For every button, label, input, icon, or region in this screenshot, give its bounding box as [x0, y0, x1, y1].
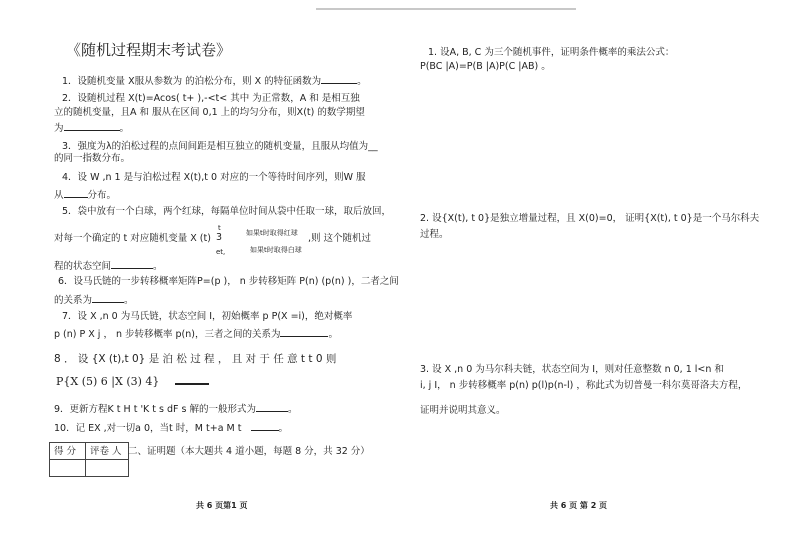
proof-3-line2: i, j I， n 步转移概率 p(n) p(l)p(n-l) ，称此式为切普曼一科尔莫哥洛夫方程， [420, 380, 748, 391]
score-table [49, 442, 129, 477]
question-1: 1．设随机变量 X服从参数为 的泊松分布，则 X 的特征函数为 。 [62, 76, 367, 87]
grader-header: 评卷 人 [86, 443, 129, 460]
proof-2-line2: 过程。 [420, 229, 449, 240]
question-4-line2 [54, 188, 116, 202]
q5-text: 程的状态空间 [54, 261, 112, 272]
grader-cell[interactable] [86, 460, 129, 477]
question-5-line2: 对每一个确定的 t 对应随机变量 X (t) [54, 233, 211, 244]
question-8-line1: 8 ． 设 {X (t),t 0} 是 泊 松 过 程 ， 且 对 于 任 意 t t 0 则 [54, 353, 337, 365]
score-header: 得 分 [50, 443, 86, 460]
section-2-heading: 二、证明题（本大题共 4 道小题，每题 8 分，共 32 分） [128, 446, 370, 457]
q6-text: 的关系为 [54, 295, 93, 306]
question-2-line3: 为 。 [54, 123, 130, 134]
question-8-line2 [56, 374, 209, 388]
proof-1-line2: P(BC |A)=P(B |A)P(C |AB) 。 [420, 61, 551, 72]
question-4-line1: 4．设 W ,n 1 是与泊松过程 X(t),t 0 对应的一个等待时间序列，则W 服 [62, 172, 366, 183]
answer-blank [111, 259, 153, 269]
answer-blank [251, 421, 279, 431]
header-watermark [316, 8, 576, 10]
answer-blank [280, 327, 328, 337]
answer-blank [64, 188, 88, 198]
page-2-footer: 共 6 页 第 2 页 [550, 501, 608, 510]
question-2-line1: 2．设随机过程 X(t)=Acos( t+ ),-<t< 其中 为正常数，A 和 是相互独 [62, 93, 360, 104]
question-6-line1: 6．设马氏链的一步转移概率矩阵P=(p )， n 步转移矩阵 P(n) (p(n) )，二者之间 [58, 276, 399, 287]
question-5-line3: 程的状态空间 。 [54, 261, 163, 272]
question-3-line1: 3．强度为λ的泊松过程的点间间距是相互独立的随机变量，且服从均值为__ [62, 141, 378, 152]
question-7-line2: p (n) P X j ， n 步转移概率 p(n)，三者之间的关系为 。 [54, 329, 338, 340]
q8-formula: P{X (5) 6 |X (3) 4} [56, 375, 160, 388]
q2-text: 为 [54, 123, 64, 134]
proof-2-line1: 2. 设{X(t), t 0}是独立增量过程，且 X(0)=0， 证明{X(t), t 0}是一个马尔科夫 [420, 213, 760, 224]
fraction-numerator: t [218, 224, 221, 232]
question-10: 10．记 EX ,对一切a 0，当t 时，M t+a M t 。 [54, 423, 289, 434]
q4-text-end: 分布。 [87, 190, 117, 201]
et-term: et, [216, 248, 226, 256]
question-6-line2: 的关系为 。 [54, 295, 134, 306]
proof-3-line3: 证明并说明其意义。 [420, 405, 506, 416]
answer-blank [175, 374, 209, 385]
exam-title: 《随机过程期末考试卷》 [66, 41, 232, 59]
proof-1-line1: 1. 设A, B, C 为三个随机事件，证明条件概率的乘法公式： [428, 47, 675, 58]
q9-text: 9．更新方程K t H t 'K t s dF s 解的一般形式为 [54, 404, 257, 415]
page-1-footer: 共 6 页第1 页 [196, 501, 248, 510]
q10-text: 10．记 EX ,对一切a 0，当t 时，M t+a M t [54, 423, 242, 434]
answer-blank [256, 402, 288, 412]
answer-blank [64, 121, 120, 131]
question-7-line1: 7．设 X ,n 0 为马氏链，状态空间 I，初始概率 p P(X =i)，绝对概率 [62, 311, 353, 322]
question-2-line2: 立的随机变量，且A 和 服从在区间 0,1 上的均匀分布，则X(t) 的数学期望 [54, 107, 365, 118]
case-red: 如果t时取得红球 [246, 229, 298, 237]
q1-text: 1．设随机变量 X服从参数为 的泊松分布，则 X 的特征函数为 [62, 76, 322, 87]
q4-text: 从 [54, 190, 64, 201]
question-5-line2-end: ,则 这个随机过 [308, 233, 372, 244]
score-cell[interactable] [50, 460, 86, 477]
case-white: 如果t时取得白球 [250, 246, 302, 254]
question-3-line2: 的同一指数分布。 [54, 153, 131, 164]
proof-3-line1: 3. 设 X ,n 0 为马尔科夫链，状态空间为 I，则对任意整数 n 0, 1 l<n 和 [420, 364, 724, 375]
fraction-denominator: 3 [216, 232, 223, 243]
q7-text: p (n) P X j ， n 步转移概率 p(n)，三者之间的关系为 [54, 329, 281, 340]
question-9: 9．更新方程K t H t 'K t s dF s 解的一般形式为 。 [54, 404, 298, 415]
question-5-line1: 5．袋中放有一个白球，两个红球，每隔单位时间从袋中任取一球，取后放回， [62, 206, 392, 217]
answer-blank [321, 74, 357, 84]
answer-blank [92, 293, 124, 303]
